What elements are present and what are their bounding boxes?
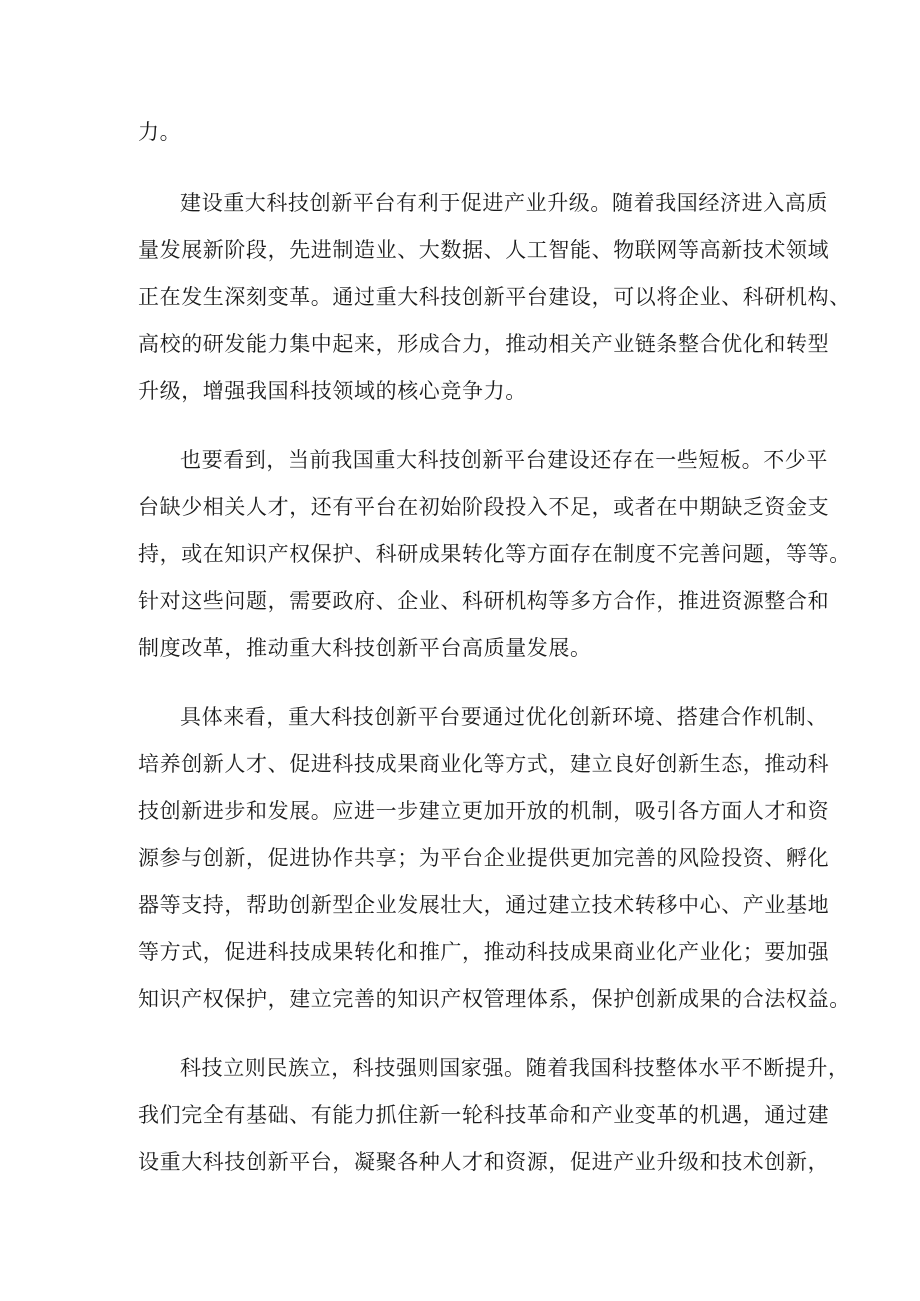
paragraph-3-line-4: 器等支持，帮助创新型企业发展壮大，通过建立技术转移中心、产业基地 xyxy=(138,893,830,917)
paragraph-4-line-1: 我们完全有基础、有能力抓住新一轮科技革命和产业变革的机遇，通过建 xyxy=(138,1103,830,1127)
paragraph-4-line-2: 设重大科技创新平台，凝聚各种人才和资源，促进产业升级和技术创新， xyxy=(138,1150,830,1174)
paragraph-3-line-2: 技创新进步和发展。应进一步建立更加开放的机制，吸引各方面人才和资 xyxy=(138,799,830,823)
paragraph-4-line-0: 科技立则民族立，科技强则国家强。随着我国科技整体水平不断提升， xyxy=(180,1056,850,1080)
paragraph-2-line-3: 针对这些问题，需要政府、企业、科研机构等多方合作，推进资源整合和 xyxy=(138,589,830,613)
paragraph-0-line-0: 力。 xyxy=(138,120,182,144)
paragraph-1-line-2: 正在发生深刻变革。通过重大科技创新平台建设，可以将企业、科研机构、 xyxy=(138,285,851,309)
paragraph-3-line-3: 源参与创新，促进协作共享；为平台企业提供更加完善的风险投资、孵化 xyxy=(138,846,830,870)
paragraph-3-line-5: 等方式，促进科技成果转化和推广，推动科技成果商业化产业化；要加强 xyxy=(138,940,830,964)
paragraph-3-line-0: 具体来看，重大科技创新平台要通过优化创新环境、搭建合作机制、 xyxy=(180,705,828,729)
paragraph-2-line-2: 持，或在知识产权保护、科研成果转化等方面存在制度不完善问题，等等。 xyxy=(138,542,851,566)
paragraph-2-line-4: 制度改革，推动重大科技创新平台高质量发展。 xyxy=(138,636,592,660)
paragraph-3-line-1: 培养创新人才、促进科技成果商业化等方式，建立良好创新生态，推动科 xyxy=(138,752,830,776)
paragraph-1-line-1: 量发展新阶段，先进制造业、大数据、人工智能、物联网等高新技术领域 xyxy=(138,238,830,262)
paragraph-1-line-4: 升级，增强我国科技领域的核心竞争力。 xyxy=(138,379,527,403)
paragraph-1-line-0: 建设重大科技创新平台有利于促进产业升级。随着我国经济进入高质 xyxy=(180,191,828,215)
paragraph-3-line-6: 知识产权保护，建立完善的知识产权管理体系，保护创新成果的合法权益。 xyxy=(138,987,851,1011)
paragraph-2-line-1: 台缺少相关人才，还有平台在初始阶段投入不足，或者在中期缺乏资金支 xyxy=(138,495,830,519)
paragraph-1-line-3: 高校的研发能力集中起来，形成合力，推动相关产业链条整合优化和转型 xyxy=(138,332,830,356)
paragraph-2-line-0: 也要看到，当前我国重大科技创新平台建设还存在一些短板。不少平 xyxy=(180,448,828,472)
